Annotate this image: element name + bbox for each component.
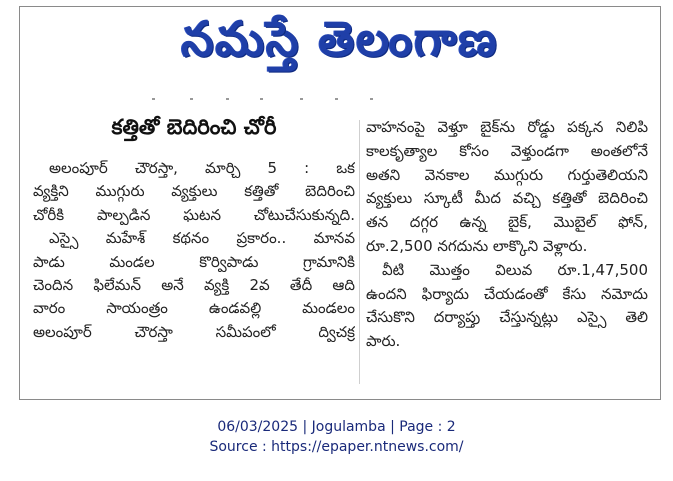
source-footer <box>0 417 673 457</box>
article-column-left <box>33 113 355 344</box>
rule-dot <box>370 98 373 100</box>
masthead <box>20 7 660 83</box>
article-line: వ్యక్తిని ముగ్గురు వ్యక్తులు కత్తితో బెదిరించి <box>33 182 355 201</box>
article-line: చెందిన ఫిలేమన్ అనే వ్యక్తి 2వ తేదీ ఆది <box>33 275 355 294</box>
article-line: రూ.2,500 నగదును లాక్కొని వెళ్లారు. <box>366 236 588 255</box>
rule-dot <box>300 98 303 100</box>
article-line: వీటి మొత్తం విలువ రూ.1,47,500 <box>382 260 648 279</box>
article-line: తన దగ్గర ఉన్న బైక్, మొబైల్ ఫోన్, <box>366 213 648 232</box>
article-line: కాలకృత్యాల కోసం వెళ్తుండగా అంతలోనే <box>366 141 648 160</box>
edition-info: 06/03/2025 | Jogulamba | Page : 2 <box>217 419 456 435</box>
article-line: పారు. <box>366 332 401 351</box>
article-line: చోరీకి పాల్పడిన ఘటన చోటుచేసుకున్నది. <box>33 205 355 224</box>
article-line: అతని వెనకాల ముగ్గురు గుర్తుతెలియని <box>366 165 648 184</box>
column-divider <box>359 120 360 384</box>
article-column-right <box>366 116 648 354</box>
article-line: వారం సాయంత్రం ఉండవల్లి మండలం <box>33 299 355 318</box>
rule-dot <box>190 98 193 100</box>
rule-dot <box>260 98 263 100</box>
newspaper-logo: నమస్తే తెలంగాణ <box>181 10 499 68</box>
rule-dot <box>152 98 155 100</box>
source-url[interactable]: Source : https://epaper.ntnews.com/ <box>209 439 464 455</box>
article-line: పాడు మండల కొర్విపాడు గ్రామానికి <box>33 252 355 271</box>
article-line: ఎస్సై మహేశ్ కథనం ప్రకారం.. మానవ <box>49 229 355 248</box>
newspaper-clipping <box>19 6 661 400</box>
article-line: వ్యక్తులు స్కూటీ మీద వచ్చి కత్తితో బెదిరించి <box>366 189 648 208</box>
rule-dot <box>335 98 338 100</box>
masthead-rule <box>130 96 390 102</box>
article-line: వాహనంపై వెళ్తూ బైక్‌ను రోడ్డు పక్కన నిలిపి <box>366 118 648 136</box>
article-line: ఉందని ఫిర్యాదు చేయడంతో కేసు నమోదు <box>366 284 648 303</box>
article-line: అలంపూర్ చౌరస్తా, మార్చి 5 : ఒక <box>49 159 355 177</box>
article-line: చేసుకొని దర్యాప్తు చేస్తున్నట్లు ఎస్సై తెలి <box>366 308 648 327</box>
article-line: అలంపూర్ చౌరస్తా సమీపంలో ద్విచక్ర <box>33 322 355 341</box>
rule-dot <box>226 98 229 100</box>
article-headline: కత్తితో బెదిరించి చోరీ <box>111 115 277 139</box>
